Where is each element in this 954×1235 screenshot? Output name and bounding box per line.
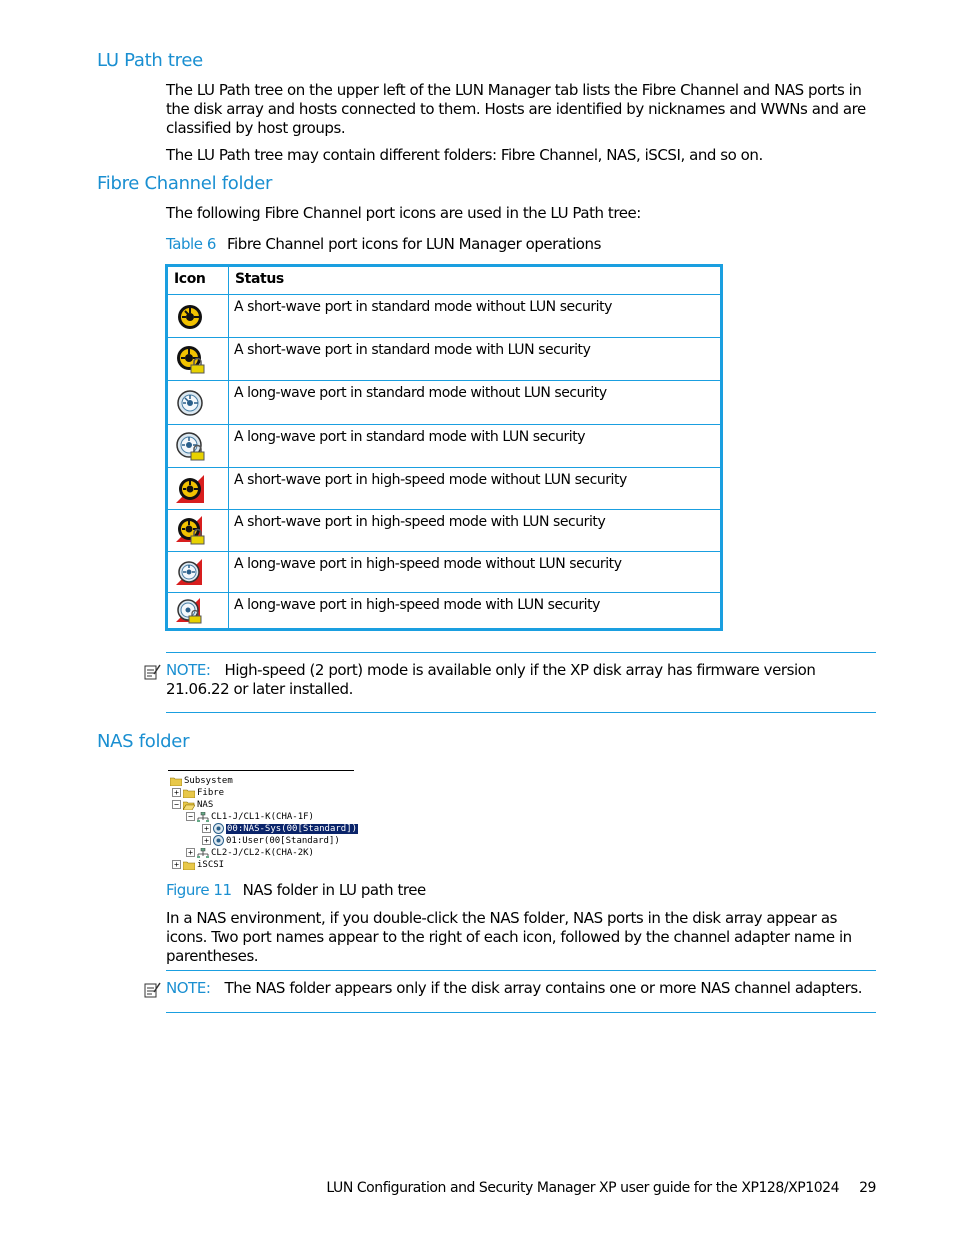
- fibre-channel-intro: The following Fibre Channel port icons are used in the LU Path tree:: [166, 204, 641, 222]
- status-cell: A long-wave port in high-speed mode without LUN security: [229, 552, 722, 593]
- collapse-icon[interactable]: −: [172, 800, 181, 809]
- long-wave-high-speed-secure-port-icon: [176, 598, 202, 624]
- nas-paragraph: In a NAS environment, if you double-click the NAS folder, NAS ports in the disk array appear as icons. Two port names appear to the right of each icon, followed by the channel adapter name in parentheses.: [166, 909, 852, 965]
- note-text: High-speed (2 port) mode is available only if the XP disk array has firmware version 21.06.22 or later installed.: [166, 661, 816, 698]
- tree-node-user[interactable]: [202, 835, 340, 847]
- network-port-icon: [197, 812, 209, 822]
- tree-divider: [168, 770, 354, 771]
- table-row: [167, 338, 722, 381]
- icon-cell: [167, 381, 229, 425]
- table-row: [167, 552, 722, 593]
- note-bottom-rule: [166, 712, 876, 713]
- table-row: [167, 381, 722, 425]
- high-speed-note: [166, 661, 878, 699]
- long-wave-standard-port-icon: [176, 389, 204, 417]
- folder-icon: [183, 788, 195, 798]
- expand-icon[interactable]: +: [202, 824, 211, 833]
- short-wave-standard-port-icon: [176, 303, 204, 331]
- note-icon: [143, 981, 161, 999]
- expand-icon[interactable]: +: [186, 848, 195, 857]
- page-footer: [326, 1180, 876, 1196]
- note-icon: [143, 663, 161, 681]
- table-row: [167, 425, 722, 468]
- icon-cell: [167, 552, 229, 593]
- expand-icon[interactable]: +: [172, 860, 181, 869]
- folder-icon: [170, 776, 182, 786]
- status-cell: A long-wave port in high-speed mode with LUN security: [229, 593, 722, 630]
- figure-label: Figure 11: [166, 881, 232, 899]
- expand-icon[interactable]: +: [172, 788, 181, 797]
- tree-label: Subsystem: [184, 776, 233, 786]
- expand-icon[interactable]: +: [202, 836, 211, 845]
- note-bottom-rule: [166, 1012, 876, 1013]
- long-wave-high-speed-port-icon: [176, 559, 202, 585]
- table-caption-text: Fibre Channel port icons for LUN Manager operations: [226, 235, 601, 253]
- port-icons-table: [165, 264, 723, 631]
- status-cell: A short-wave port in standard mode with LUN security: [229, 338, 722, 381]
- heading-fibre-channel-folder: Fibre Channel folder: [97, 173, 273, 194]
- status-cell: A long-wave port in standard mode without LUN security: [229, 381, 722, 425]
- icon-cell: [167, 295, 229, 338]
- note-label: NOTE:: [166, 661, 211, 679]
- status-cell: A short-wave port in high-speed mode with LUN security: [229, 510, 722, 552]
- note-text: The NAS folder appears only if the disk array contains one or more NAS channel adapters.: [224, 979, 863, 997]
- short-wave-high-speed-port-icon: [176, 475, 204, 503]
- table-caption: [166, 235, 601, 253]
- note-label: NOTE:: [166, 979, 211, 997]
- folder-open-icon: [183, 800, 195, 810]
- tree-node-iscsi[interactable]: [172, 859, 224, 871]
- lu-path-tree-figure: [168, 770, 358, 870]
- tree-node-port-cl1[interactable]: [186, 811, 314, 823]
- table-row: [167, 295, 722, 338]
- column-header-icon: Icon: [167, 266, 229, 295]
- short-wave-high-speed-secure-port-icon: [176, 516, 206, 546]
- table-header-row: [167, 266, 722, 295]
- collapse-icon[interactable]: −: [186, 812, 195, 821]
- table-row: [167, 510, 722, 552]
- lu-path-tree-paragraph: The LU Path tree on the upper left of the LUN Manager tab lists the Fibre Channel and NAS ports in the disk array and hosts connected to them. Hosts are identified by nicknames and WWNs and are classified by host groups.: [166, 81, 866, 137]
- icon-cell: [167, 510, 229, 552]
- note-top-rule: [166, 970, 876, 971]
- heading-lu-path-tree: LU Path tree: [97, 50, 203, 71]
- tree-label-selected: 00:NAS-Sys(00[Standard]): [227, 824, 358, 834]
- tree-label: CL1-J/CL1-K(CHA-1F): [211, 812, 314, 822]
- tree-label: CL2-J/CL2-K(CHA-2K): [211, 848, 314, 858]
- tree-label: Fibre: [197, 788, 225, 798]
- nas-port-icon: [213, 823, 224, 834]
- figure-caption-text: NAS folder in LU path tree: [242, 881, 426, 899]
- note-top-rule: [166, 652, 876, 653]
- short-wave-standard-secure-port-icon: [176, 345, 206, 375]
- page-number: 29: [859, 1180, 876, 1196]
- status-cell: A short-wave port in standard mode without LUN security: [229, 295, 722, 338]
- tree-node-nas[interactable]: [172, 799, 213, 811]
- tree-node-port-cl2[interactable]: [186, 847, 314, 859]
- figure-caption: [166, 881, 426, 899]
- lu-path-tree-folders-paragraph: The LU Path tree may contain different folders: Fibre Channel, NAS, iSCSI, and so on.: [166, 146, 763, 164]
- heading-nas-folder: NAS folder: [97, 731, 190, 752]
- tree-node-subsystem[interactable]: [170, 775, 233, 787]
- tree-node-fibre[interactable]: [172, 787, 224, 799]
- icon-cell: [167, 593, 229, 630]
- folder-icon: [183, 860, 195, 870]
- network-port-icon: [197, 848, 209, 858]
- table-row: [167, 468, 722, 510]
- column-header-status: Status: [229, 266, 722, 295]
- tree-label: iSCSI: [197, 860, 225, 870]
- table-row: [167, 593, 722, 630]
- table-label: Table 6: [166, 235, 216, 253]
- tree-node-nas-sys[interactable]: [202, 823, 358, 835]
- nas-port-icon: [213, 835, 224, 846]
- status-cell: A short-wave port in high-speed mode without LUN security: [229, 468, 722, 510]
- long-wave-standard-secure-port-icon: [176, 432, 206, 462]
- footer-title: LUN Configuration and Security Manager XP user guide for the XP128/XP1024: [326, 1180, 840, 1196]
- nas-note: [166, 979, 878, 998]
- tree-label: 01:User(00[Standard]): [226, 836, 340, 846]
- status-cell: A long-wave port in standard mode with LUN security: [229, 425, 722, 468]
- icon-cell: [167, 338, 229, 381]
- icon-cell: [167, 425, 229, 468]
- icon-cell: [167, 468, 229, 510]
- tree-label: NAS: [197, 800, 214, 810]
